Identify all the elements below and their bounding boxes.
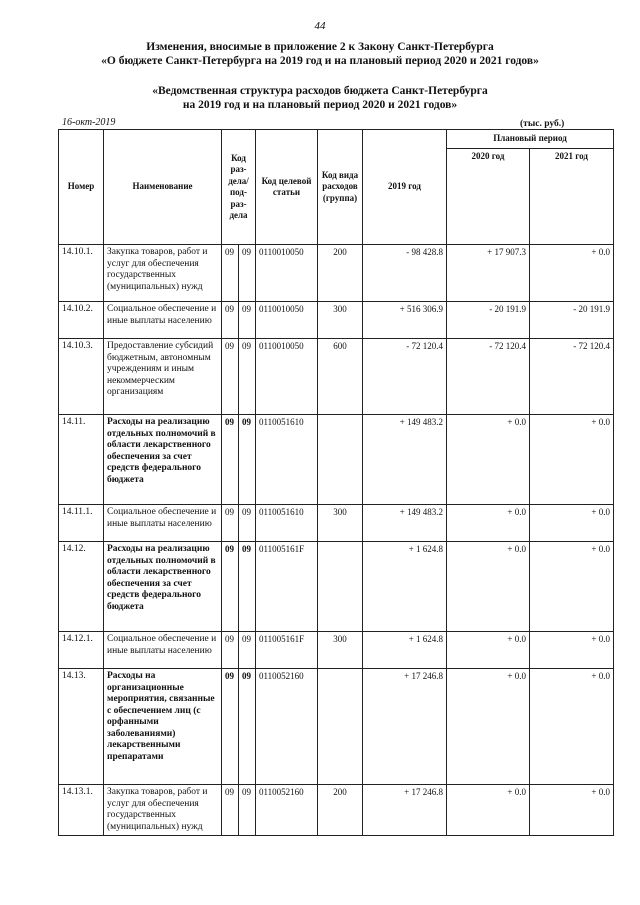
row-amount-2021: + 0.0 <box>530 245 614 302</box>
row-target-code: 0110010050 <box>256 302 318 339</box>
row-section-code: 09 <box>222 415 239 505</box>
row-expense-type-code <box>318 542 363 632</box>
row-expense-type-code: 300 <box>318 302 363 339</box>
table-row <box>59 505 614 542</box>
row-subsection-code: 09 <box>239 505 256 542</box>
document-date: 16-окт-2019 <box>62 117 116 128</box>
row-amount-2020: + 0.0 <box>447 415 530 505</box>
row-expense-type-code: 300 <box>318 505 363 542</box>
row-number: 14.13.1. <box>59 785 104 836</box>
row-target-code: 011005161F <box>256 632 318 669</box>
row-name: Социальное обеспечение и иные выплаты населению <box>104 632 222 669</box>
row-section-code: 09 <box>222 669 239 785</box>
row-section-code: 09 <box>222 542 239 632</box>
appendix-title <box>0 84 640 112</box>
row-amount-2019: + 17 246.8 <box>363 669 447 785</box>
row-subsection-code: 09 <box>239 542 256 632</box>
row-amount-2019: + 149 483.2 <box>363 505 447 542</box>
row-expense-type-code: 600 <box>318 339 363 415</box>
row-target-code: 0110052160 <box>256 669 318 785</box>
row-number: 14.12.1. <box>59 632 104 669</box>
title-line-2: «О бюджете Санкт-Петербурга на 2019 год и на плановый период 2020 и 2021 годов» <box>101 55 539 67</box>
row-name: Социальное обеспечение и иные выплаты населению <box>104 302 222 339</box>
row-amount-2021: + 0.0 <box>530 542 614 632</box>
row-subsection-code: 09 <box>239 339 256 415</box>
row-name: Предоставление субсидий бюджетным, автономным учреждениям и иным некоммерческим организациям <box>104 339 222 415</box>
row-target-code: 011005161F <box>256 542 318 632</box>
table-row <box>59 339 614 415</box>
document-title <box>0 40 640 68</box>
header-number: Номер <box>59 130 104 245</box>
table-row <box>59 542 614 632</box>
row-amount-2020: + 0.0 <box>447 542 530 632</box>
row-amount-2021: + 0.0 <box>530 632 614 669</box>
row-amount-2020: - 20 191.9 <box>447 302 530 339</box>
header-year-2021: 2021 год <box>530 149 614 245</box>
page-number: 44 <box>314 20 326 32</box>
row-name: Расходы на организационные мероприятия, связанные с обеспечением лиц (с орфанными заболеваниями) лекарственными препаратами <box>104 669 222 785</box>
row-amount-2020: + 0.0 <box>447 632 530 669</box>
header-planned-period: Плановый период <box>447 130 614 149</box>
row-number: 14.12. <box>59 542 104 632</box>
row-number: 14.13. <box>59 669 104 785</box>
table-header <box>59 130 614 245</box>
row-expense-type-code <box>318 415 363 505</box>
table-row <box>59 669 614 785</box>
row-section-code: 09 <box>222 302 239 339</box>
row-subsection-code: 09 <box>239 669 256 785</box>
header-expense-type-code: Код вида расходов (группа) <box>318 130 363 245</box>
table-body <box>59 245 614 836</box>
row-expense-type-code <box>318 669 363 785</box>
header-section-code: Код раз-дела/под-раз-дела <box>222 130 256 245</box>
row-section-code: 09 <box>222 632 239 669</box>
row-name: Расходы на реализацию отдельных полномочий в области лекарственного обеспечения за счет средств федерального бюджета <box>104 542 222 632</box>
row-target-code: 0110052160 <box>256 785 318 836</box>
row-target-code: 0110051610 <box>256 505 318 542</box>
row-section-code: 09 <box>222 505 239 542</box>
row-name: Закупка товаров, работ и услуг для обеспечения государственных (муниципальных) нужд <box>104 785 222 836</box>
row-section-code: 09 <box>222 339 239 415</box>
row-target-code: 0110051610 <box>256 415 318 505</box>
row-amount-2021: - 20 191.9 <box>530 302 614 339</box>
row-subsection-code: 09 <box>239 415 256 505</box>
row-amount-2019: + 1 624.8 <box>363 542 447 632</box>
row-amount-2019: + 1 624.8 <box>363 632 447 669</box>
row-amount-2020: + 0.0 <box>447 505 530 542</box>
table-row <box>59 632 614 669</box>
row-section-code: 09 <box>222 245 239 302</box>
row-amount-2019: - 72 120.4 <box>363 339 447 415</box>
row-number: 14.10.1. <box>59 245 104 302</box>
row-number: 14.10.2. <box>59 302 104 339</box>
row-amount-2021: + 0.0 <box>530 785 614 836</box>
row-name: Расходы на реализацию отдельных полномочий в области лекарственного обеспечения за счет средств федерального бюджета <box>104 415 222 505</box>
row-amount-2020: + 0.0 <box>447 669 530 785</box>
header-name: Наименование <box>104 130 222 245</box>
row-subsection-code: 09 <box>239 785 256 836</box>
row-number: 14.11.1. <box>59 505 104 542</box>
units-label: (тыс. руб.) <box>520 119 565 129</box>
row-amount-2019: + 149 483.2 <box>363 415 447 505</box>
row-section-code: 09 <box>222 785 239 836</box>
table-row <box>59 302 614 339</box>
row-amount-2021: + 0.0 <box>530 415 614 505</box>
appendix-line-1: «Ведомственная структура расходов бюджета Санкт-Петербурга <box>152 85 488 97</box>
header-year-2019: 2019 год <box>363 130 447 245</box>
row-amount-2019: + 17 246.8 <box>363 785 447 836</box>
row-number: 14.11. <box>59 415 104 505</box>
row-name: Закупка товаров, работ и услуг для обеспечения государственных (муниципальных) нужд <box>104 245 222 302</box>
row-number: 14.10.3. <box>59 339 104 415</box>
row-amount-2020: - 72 120.4 <box>447 339 530 415</box>
title-line-1: Изменения, вносимые в приложение 2 к Закону Санкт-Петербурга <box>146 41 494 53</box>
row-amount-2020: + 0.0 <box>447 785 530 836</box>
row-amount-2020: + 17 907.3 <box>447 245 530 302</box>
budget-table <box>58 129 614 836</box>
row-subsection-code: 09 <box>239 302 256 339</box>
header-year-2020: 2020 год <box>447 149 530 245</box>
row-amount-2021: + 0.0 <box>530 669 614 785</box>
row-subsection-code: 09 <box>239 245 256 302</box>
row-expense-type-code: 200 <box>318 245 363 302</box>
table-row <box>59 245 614 302</box>
row-amount-2021: - 72 120.4 <box>530 339 614 415</box>
row-expense-type-code: 200 <box>318 785 363 836</box>
row-amount-2019: + 516 306.9 <box>363 302 447 339</box>
row-name: Социальное обеспечение и иные выплаты населению <box>104 505 222 542</box>
appendix-line-2: на 2019 год и на плановый период 2020 и 2021 годов» <box>182 99 458 111</box>
row-expense-type-code: 300 <box>318 632 363 669</box>
row-target-code: 0110010050 <box>256 245 318 302</box>
row-amount-2021: + 0.0 <box>530 505 614 542</box>
header-target-code: Код целевой статьи <box>256 130 318 245</box>
row-subsection-code: 09 <box>239 632 256 669</box>
table-row <box>59 785 614 836</box>
table-row <box>59 415 614 505</box>
row-target-code: 0110010050 <box>256 339 318 415</box>
row-amount-2019: - 98 428.8 <box>363 245 447 302</box>
